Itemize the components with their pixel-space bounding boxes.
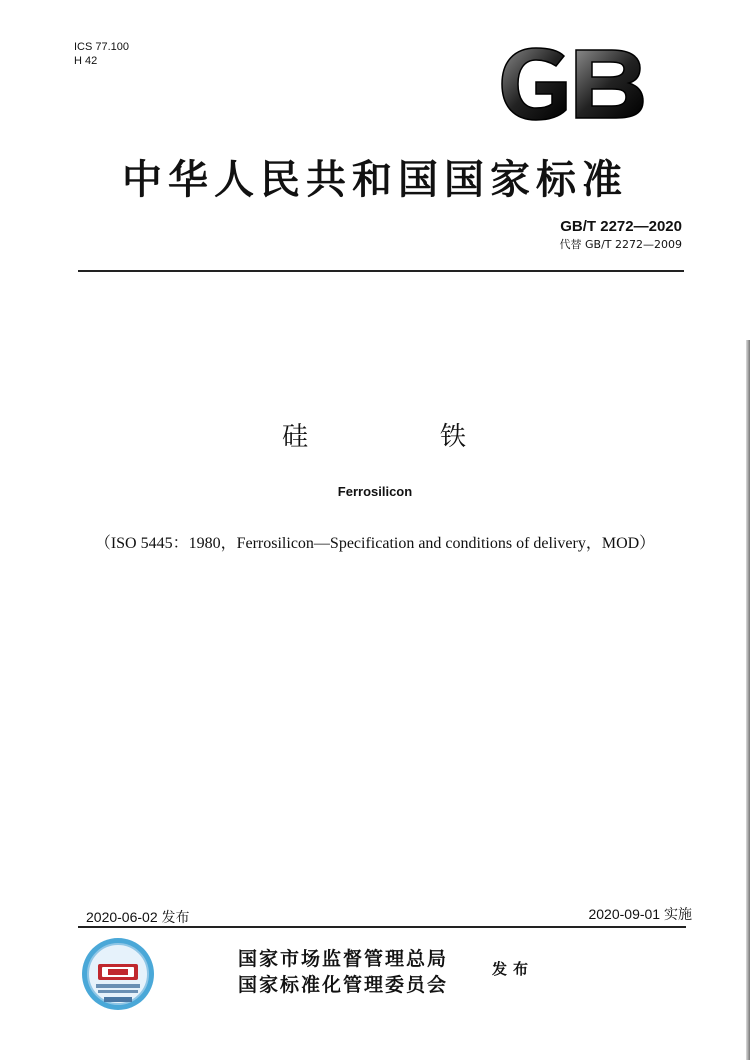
standard-number: GB/T 2272—2020 — [560, 218, 682, 235]
ics-code: ICS 77.100 — [74, 41, 130, 53]
scan-edge — [746, 340, 750, 1060]
issuer-samr: 国家市场监督管理总局 — [238, 948, 449, 970]
national-standard-title: 中华人民共和国国家标准 — [122, 157, 628, 203]
title-cn-char-1: 硅 — [281, 422, 310, 452]
footer-divider — [78, 926, 686, 928]
issuing-authorities — [238, 946, 448, 998]
gb-logo — [498, 46, 646, 122]
publish-date: 2020-06-02 发布 — [86, 909, 190, 925]
header-divider — [78, 270, 684, 272]
replaces-standard: 代替 GB/T 2272—2009 — [559, 238, 682, 251]
iso-reference: （ISO 5445：1980，Ferrosilicon—Specification and conditions of delivery，MOD） — [94, 535, 656, 552]
title-cn-char-2: 铁 — [440, 422, 469, 452]
issuer-sac: 国家标准化管理委员会 — [238, 974, 449, 996]
standard-title-en: Ferrosilicon — [337, 484, 413, 499]
anti-counterfeit-seal-icon — [80, 936, 156, 1012]
classification-codes — [74, 40, 129, 68]
category-code: H 42 — [74, 55, 98, 67]
implement-date: 2020-09-01 实施 — [588, 906, 692, 922]
standard-title-cn — [0, 416, 750, 453]
issue-label: 发布 — [492, 960, 535, 978]
